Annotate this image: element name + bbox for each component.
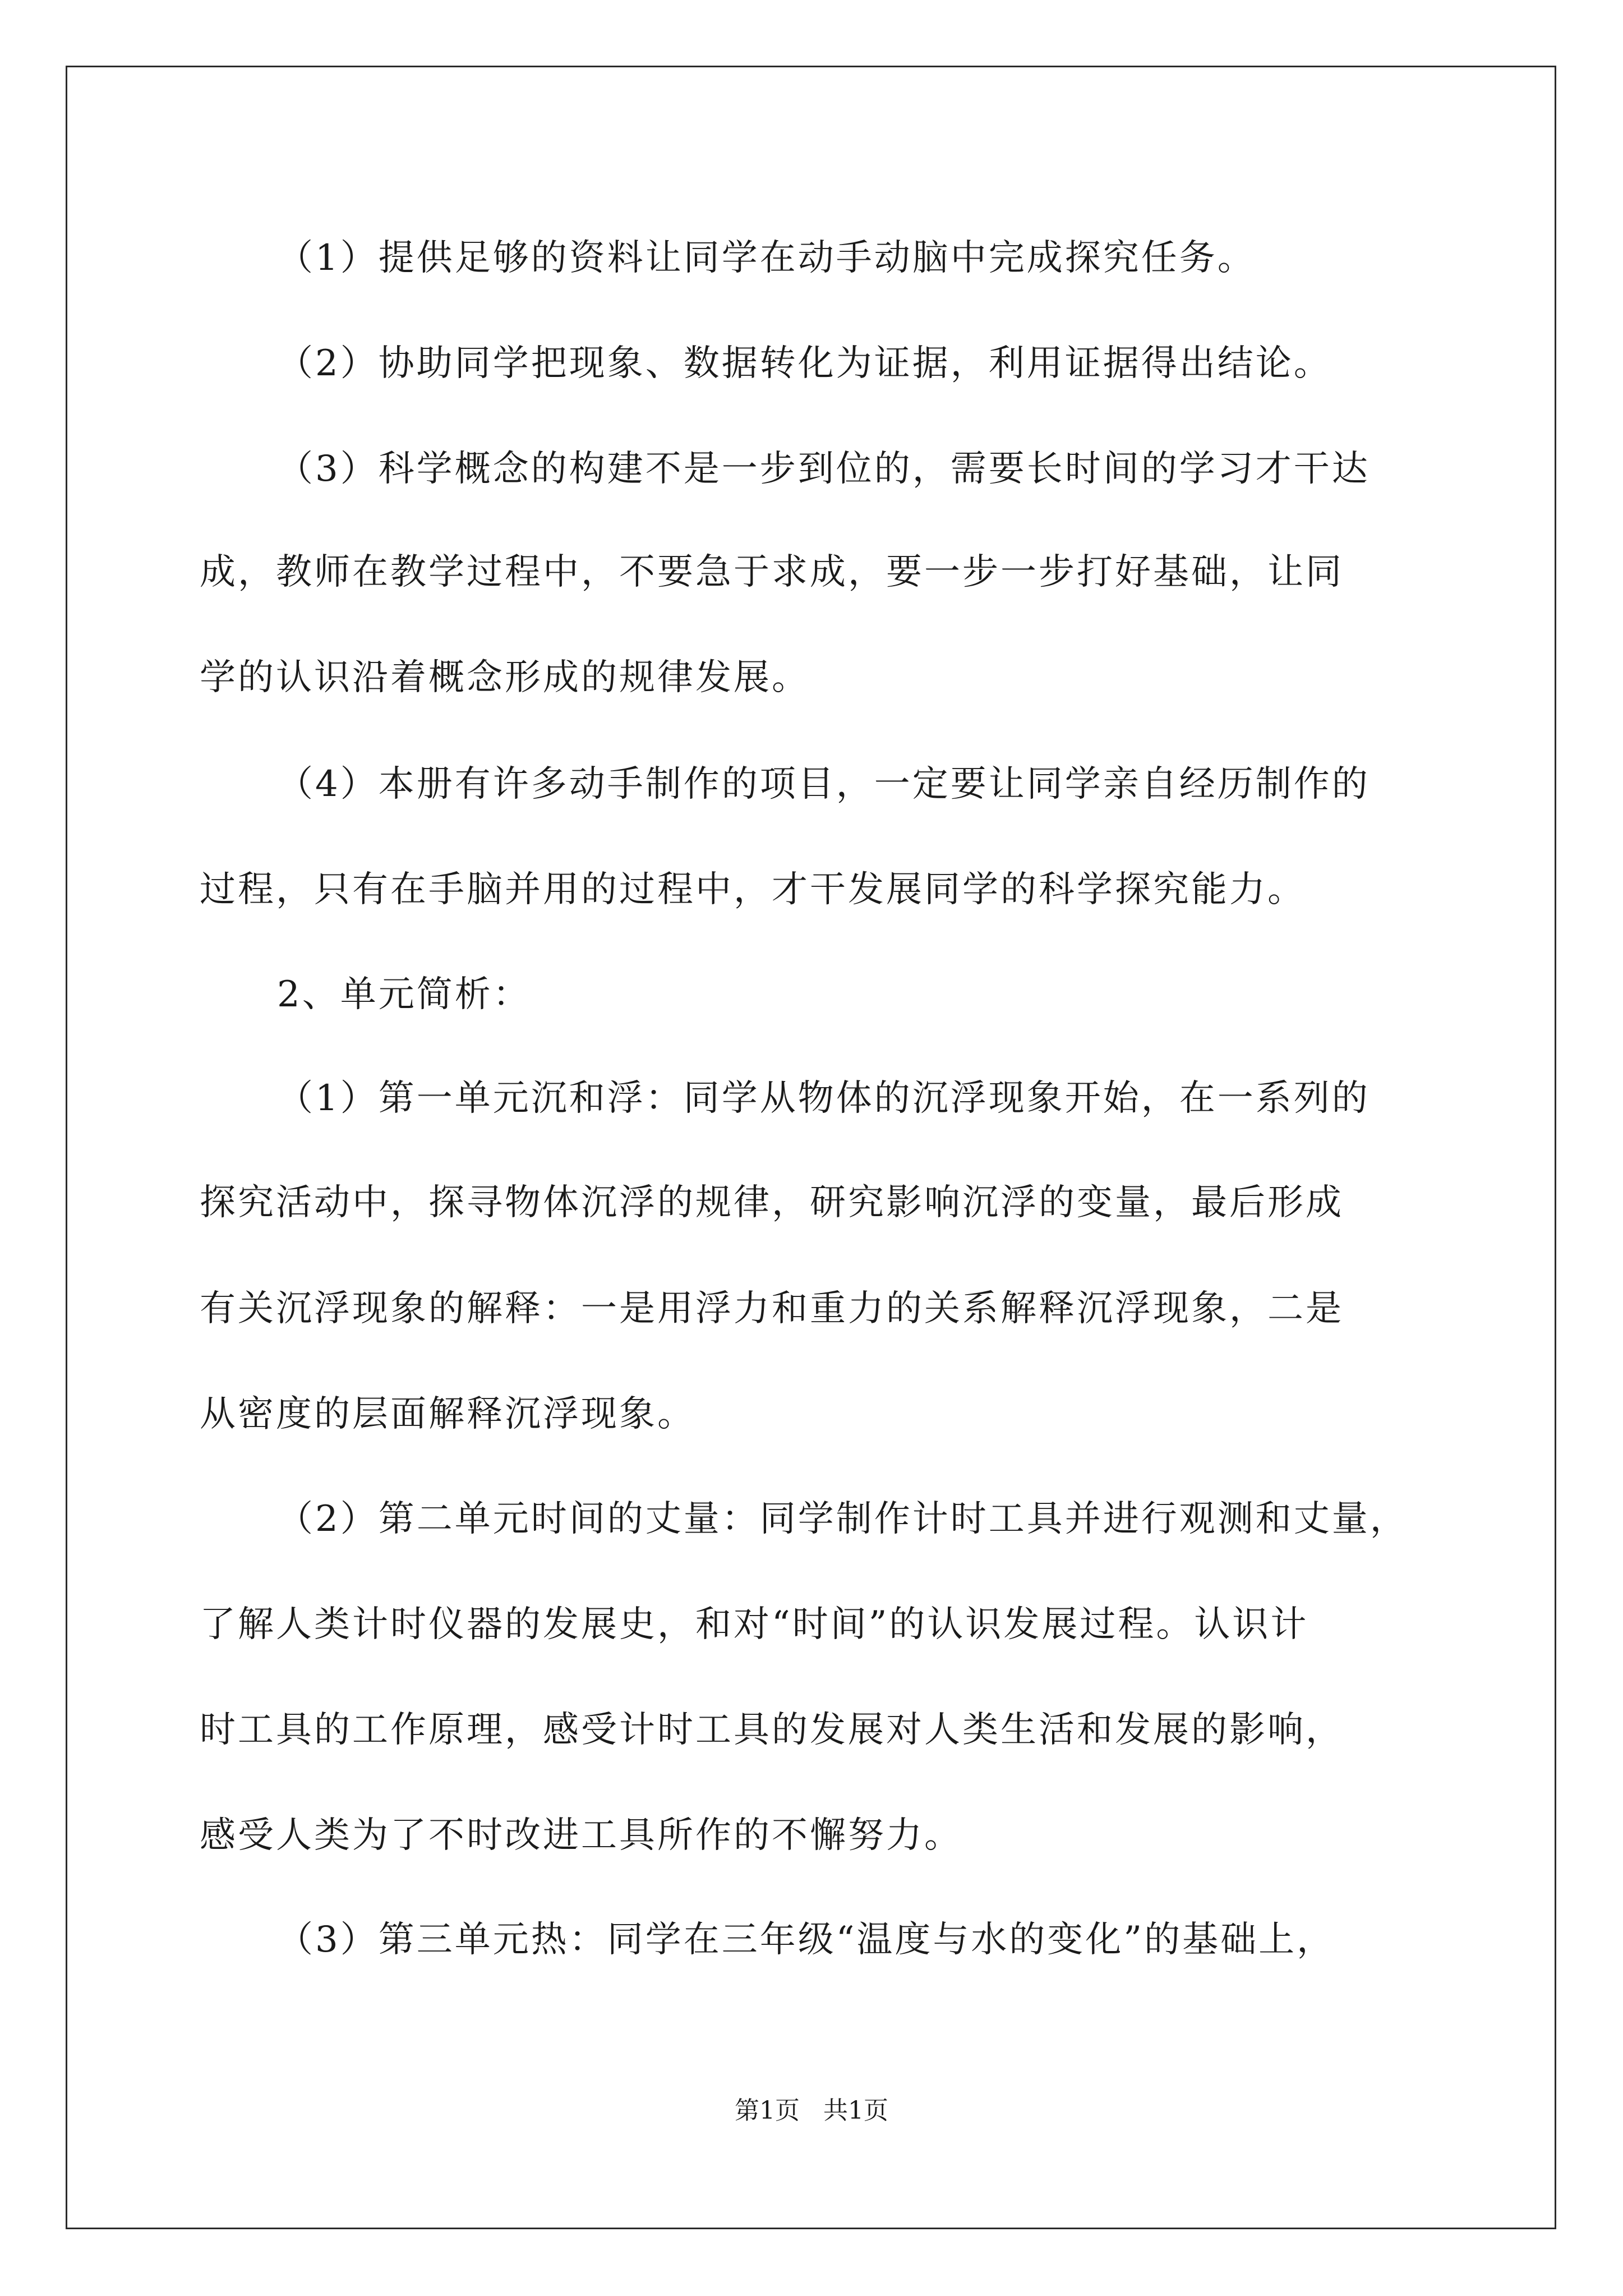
paragraph-line: 过程，只有在手脑并用的过程中，才干发展同学的科学探究能力。 xyxy=(200,869,1306,910)
paragraph-line: （1）提供足够的资料让同学在动手动脑中完成探究任务。 xyxy=(277,237,1256,279)
paragraph-line: （1）第一单元沉和浮：同学从物体的沉浮现象开始，在一系列的 xyxy=(277,1078,1370,1119)
paragraph-line: 感受人类为了不时改进工具所作的不懈努力。 xyxy=(200,1815,962,1856)
paragraph-line: 学的认识沿着概念形成的规律发展。 xyxy=(200,657,810,698)
paragraph-line: 成，教师在教学过程中，不要急于求成，要一步一步打好基础，让同 xyxy=(200,551,1344,593)
paragraph-line: 有关沉浮现象的解释：一是用浮力和重力的关系解释沉浮现象，二是 xyxy=(200,1288,1344,1329)
paragraph-line: 探究活动中，探寻物体沉浮的规律，研究影响沉浮的变量，最后形成 xyxy=(200,1182,1344,1223)
paragraph-line: （2）第二单元时间的丈量：同学制作计时工具并进行观测和丈量， xyxy=(277,1498,1408,1540)
page-footer: 第1页 共1页 xyxy=(735,2096,888,2125)
section-heading: 2、单元简析： xyxy=(277,974,531,1015)
paragraph-line: 了解人类计时仪器的发展史，和对“时间”的认识发展过程。认识计 xyxy=(200,1604,1309,1645)
paragraph-line: （3）科学概念的构建不是一步到位的，需要长时间的学习才干达 xyxy=(277,448,1370,490)
page-border xyxy=(66,66,1556,2229)
paragraph-line: （3）第三单元热：同学在三年级“温度与水的变化”的基础上， xyxy=(277,1919,1335,1961)
paragraph-line: 从密度的层面解释沉浮现象。 xyxy=(200,1393,695,1435)
paragraph-line: 时工具的工作原理，感受计时工具的发展对人类生活和发展的影响， xyxy=(200,1709,1344,1751)
paragraph-line: （4）本册有许多动手制作的项目，一定要让同学亲自经历制作的 xyxy=(277,763,1370,805)
paragraph-line: （2）协助同学把现象、数据转化为证据，利用证据得出结论。 xyxy=(277,343,1332,384)
